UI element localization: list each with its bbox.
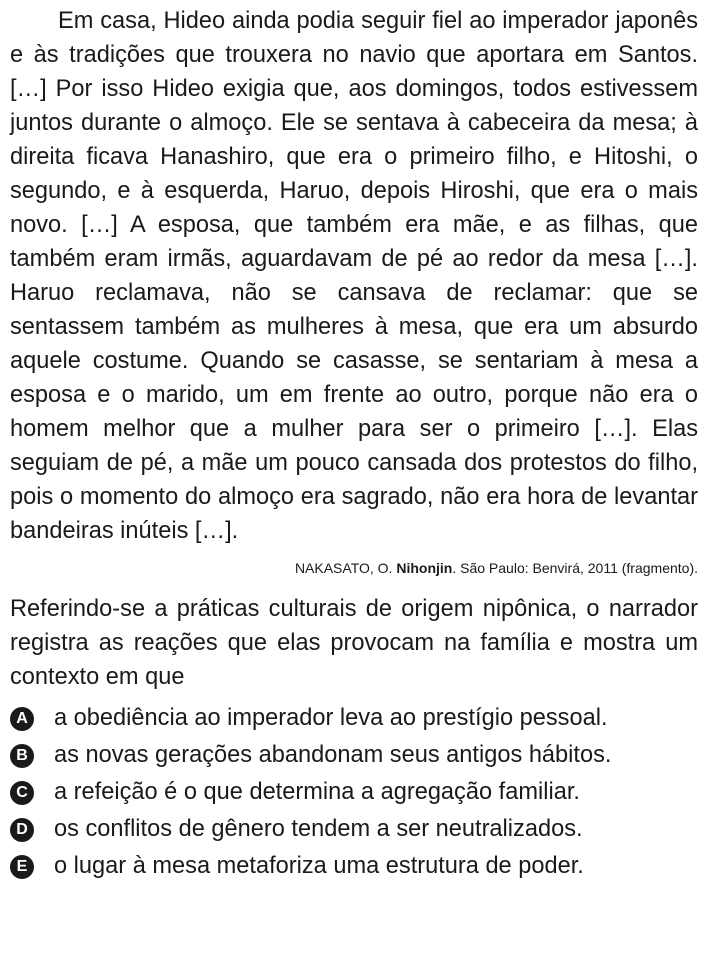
passage-text: Em casa, Hideo ainda podia seguir fiel ao imperador japonês e às tradições que trouxera no navio que aportara em Santos. […] Por isso Hideo exigia que, aos domingos, todos estivessem juntos durante o almoço. Ele se sentava à cabeceira da mesa; à direita ficava Hanashiro, que era o primeiro filho, e Hitoshi, o segundo, e à esquerda, Haruo, depois Hiroshi, que era o mais novo. […] A esposa, que também era mãe, e as filhas, que também eram irmãs, aguardavam de pé ao redor da mesa […]. Haruo reclamava, não se cansava de reclamar: que se sentassem também as mulheres à mesa, que era um absurdo aquele costume. Quando se casasse, se sentariam à mesa a esposa e o marido, um em frente ao outro, porque não era o homem melhor que a mulher para ser o primeiro […]. Elas seguiam de pé, a mãe um pouco cansada dos protestos do filho, pois o momento do almoço era sagrado, não era hora de levantar bandeiras inúteis […]. <box>10 8 698 544</box>
option-d-letter-icon: D <box>10 818 34 842</box>
answer-options <box>10 700 698 885</box>
option-e-text: o lugar à mesa metaforiza uma estrutura de poder. <box>54 853 584 879</box>
option-b-letter-icon: B <box>10 744 34 768</box>
option-a[interactable] <box>10 700 698 737</box>
option-c-letter-icon: C <box>10 781 34 805</box>
option-d-text: os conflitos de gênero tendem a ser neutralizados. <box>54 816 583 842</box>
citation-details: . São Paulo: Benvirá, 2011 (fragmento). <box>452 560 698 576</box>
option-a-text: a obediência ao imperador leva ao prestígio pessoal. <box>54 705 608 731</box>
option-a-letter-icon: A <box>10 707 34 731</box>
citation-author: NAKASATO, O. <box>294 560 393 576</box>
citation-title: Nihonjin <box>396 560 453 576</box>
option-d[interactable] <box>10 811 698 848</box>
option-c-text: a refeição é o que determina a agregação familiar. <box>54 779 580 805</box>
option-e-letter-icon: E <box>10 855 34 879</box>
citation <box>10 558 698 578</box>
question-stem: Referindo-se a práticas culturais de origem nipônica, o narrador registra as reações que elas provocam na família e mostra um contexto em que <box>10 596 698 690</box>
option-b[interactable] <box>10 737 698 774</box>
option-c[interactable] <box>10 774 698 811</box>
option-e[interactable] <box>10 848 698 885</box>
exam-question <box>10 4 698 885</box>
option-b-text: as novas gerações abandonam seus antigos hábitos. <box>54 742 612 768</box>
